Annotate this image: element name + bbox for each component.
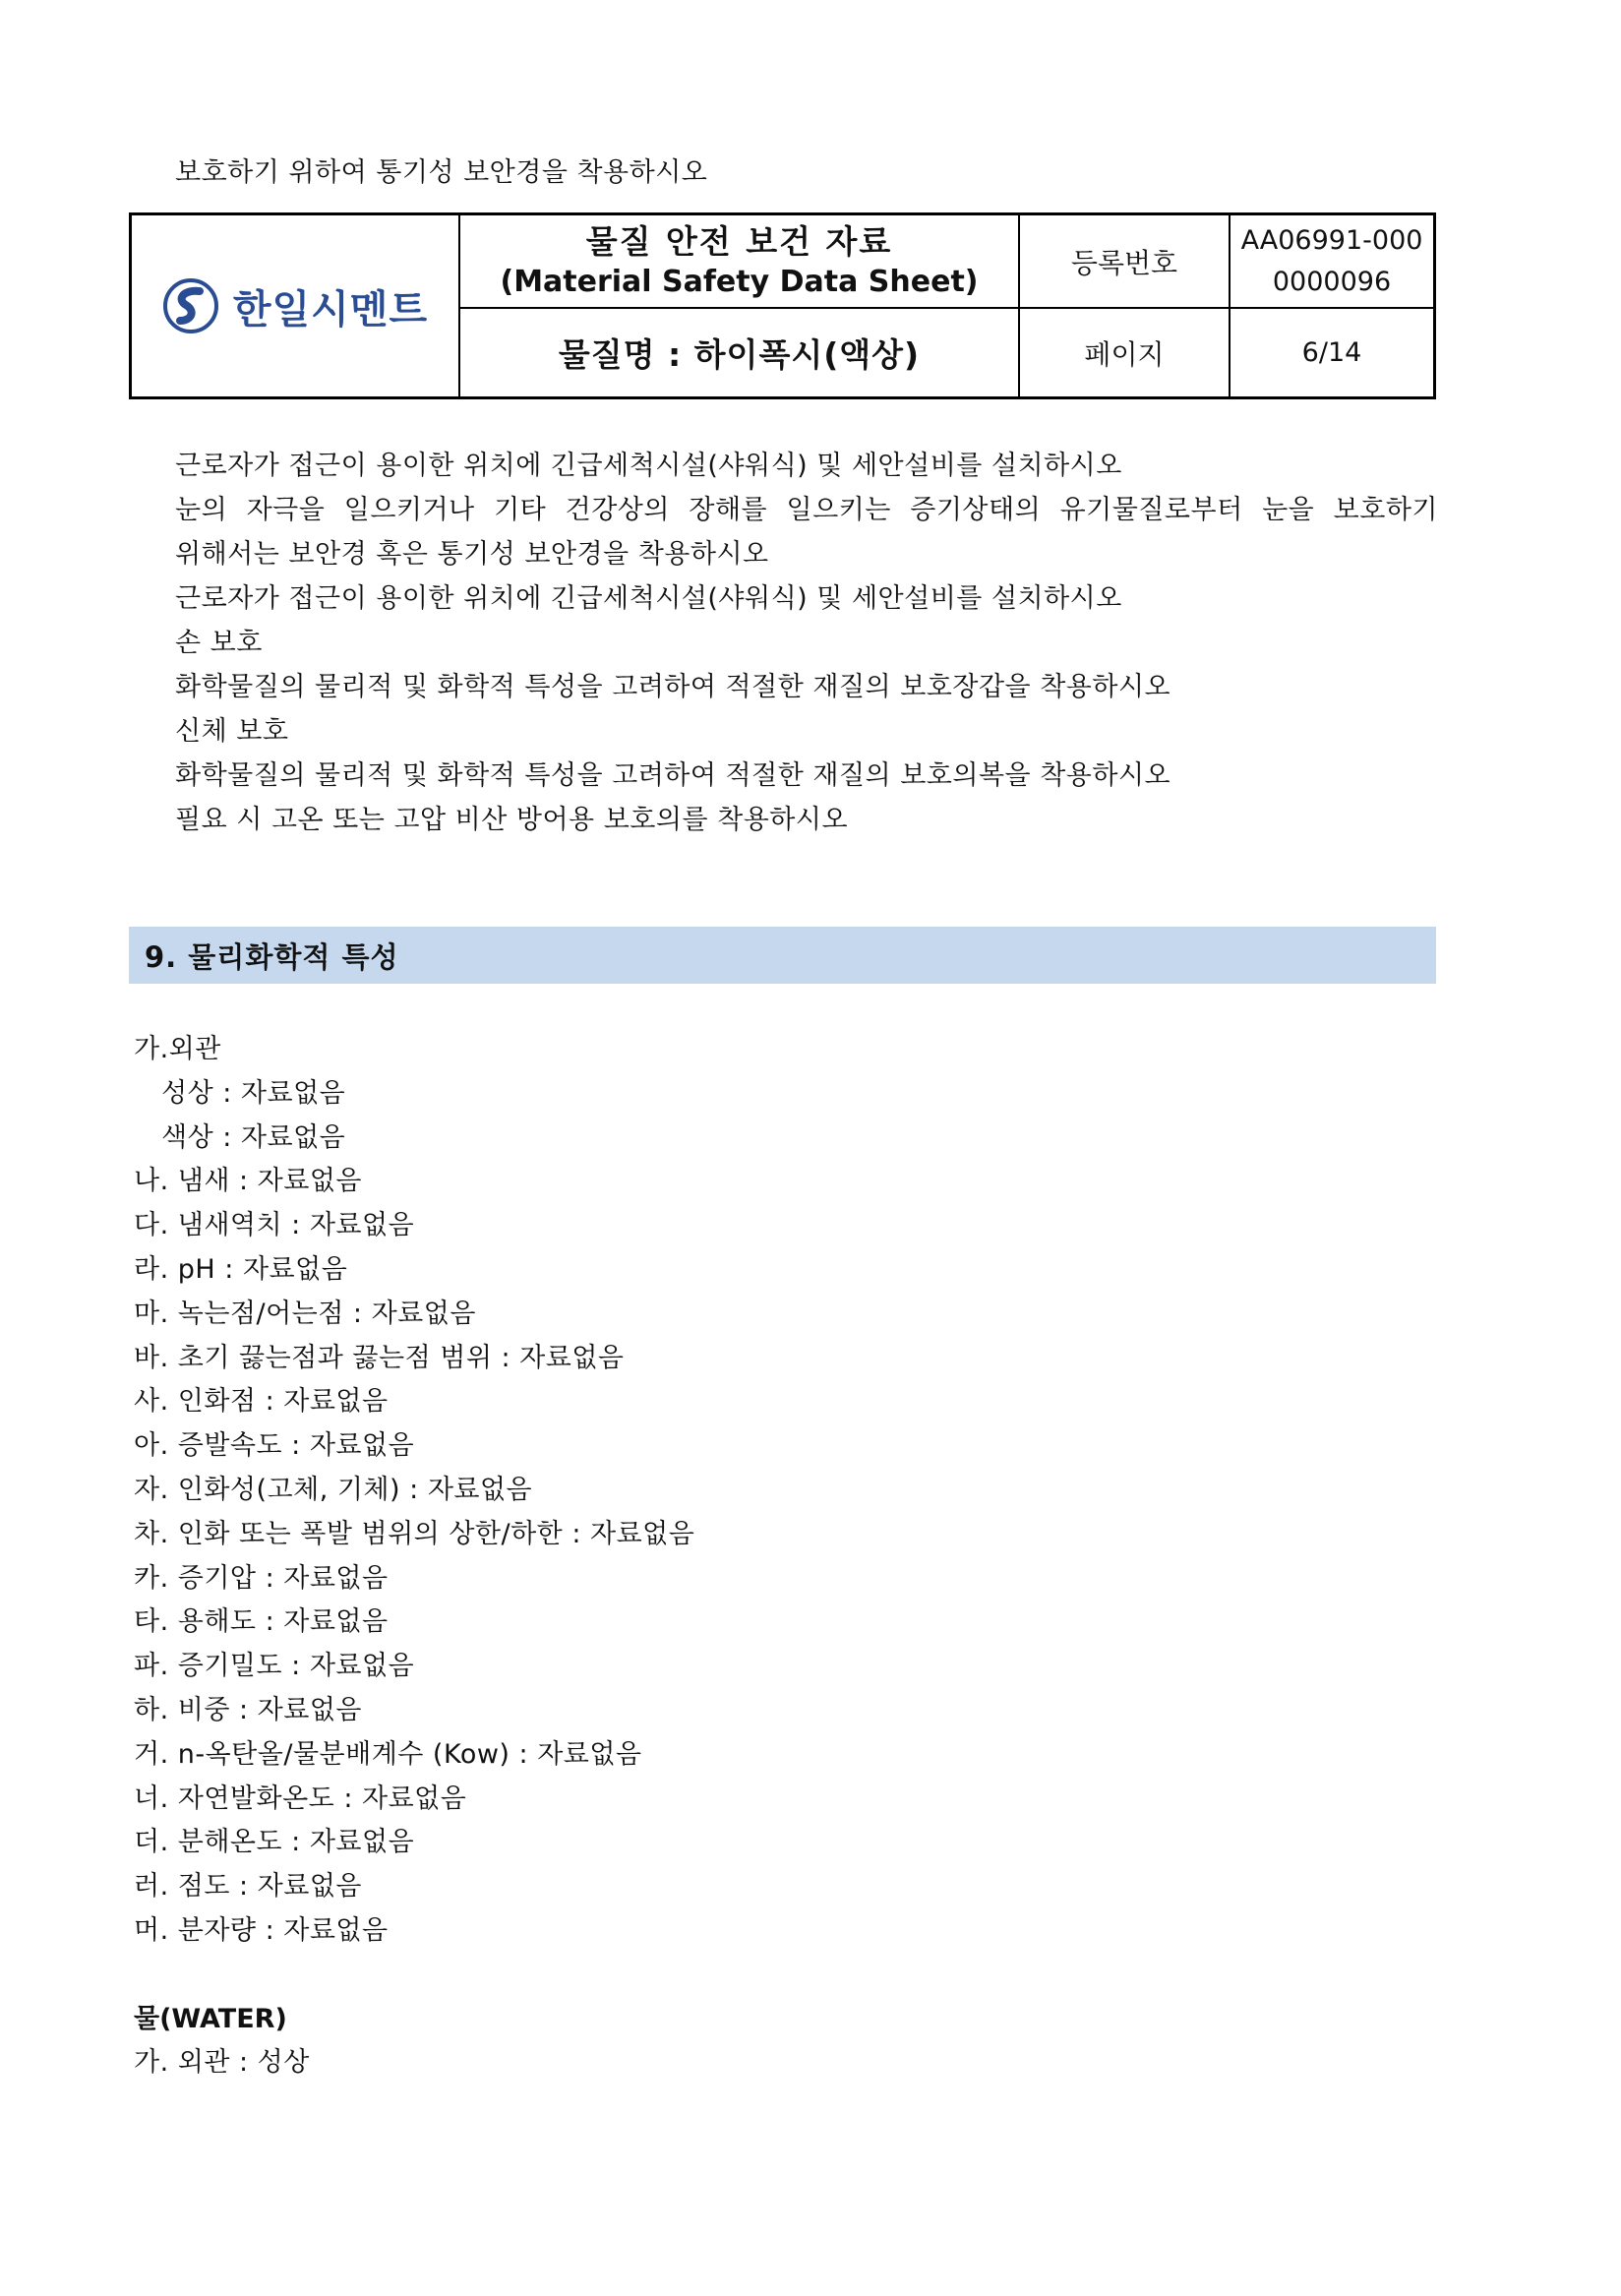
property-item: 카. 증기압 : 자료없음 <box>134 1562 389 1594</box>
property-item: 러. 점도 : 자료없음 <box>134 1871 363 1903</box>
property-item: 마. 녹는점/어는점 : 자료없음 <box>134 1298 476 1329</box>
registration-label: 등록번호 <box>1070 246 1178 279</box>
property-item: 차. 인화 또는 폭발 범위의 상한/하한 : 자료없음 <box>134 1518 695 1549</box>
property-item: 하. 비중 : 자료없음 <box>134 1694 363 1725</box>
property-item: 사. 인화점 : 자료없음 <box>134 1386 389 1418</box>
body-line: 화학물질의 물리적 및 화학적 특성을 고려하여 적절한 재질의 보호장갑을 착용하시오 <box>175 672 1171 702</box>
component-property: 가. 외관 : 성상 <box>134 2047 310 2078</box>
body-word: 일으키거나 <box>343 495 475 525</box>
body-line: 근로자가 접근이 용이한 위치에 긴급세척시설(샤워식) 및 세안설비를 설치하시오 <box>175 583 1122 614</box>
property-item: 바. 초기 끓는점과 끓는점 범위 : 자료없음 <box>134 1342 625 1373</box>
logo-text: 한일시멘트 <box>232 286 429 332</box>
protection-text-block <box>175 444 1444 842</box>
property-item: 머. 분자량 : 자료없음 <box>134 1914 389 1946</box>
title-korean: 물질 안전 보건 자료 <box>585 221 893 261</box>
body-word: 자극을 <box>246 495 326 525</box>
property-item: 라. pH : 자료없음 <box>134 1253 348 1285</box>
registration-number-line1: AA06991-000 <box>1240 224 1423 256</box>
page-label: 페이지 <box>1084 337 1165 371</box>
top-text: 보호하기 위하여 통기성 보안경을 착용하시오 <box>175 157 708 188</box>
body-word: 눈을 <box>1262 495 1315 525</box>
property-item: 아. 증발속도 : 자료없음 <box>134 1430 415 1462</box>
body-word: 유기물질로부터 <box>1059 495 1243 525</box>
property-item: 다. 냄새역치 : 자료없음 <box>134 1210 415 1241</box>
registration-number-line2: 0000096 <box>1272 266 1392 297</box>
document-header-table <box>129 212 1436 399</box>
property-item: 자. 인화성(고체, 기체) : 자료없음 <box>134 1474 533 1505</box>
body-line: 위해서는 보안경 혹은 통기성 보안경을 착용하시오 <box>175 539 769 570</box>
water-component-block <box>134 1998 310 2085</box>
material-name: 물질명 : 하이폭시(액상) <box>558 335 921 374</box>
property-item: 파. 증기밀도 : 자료없음 <box>134 1651 415 1682</box>
property-item: 너. 자연발화온도 : 자료없음 <box>134 1782 467 1814</box>
document-title <box>460 215 1018 307</box>
hanil-cement-logo-icon <box>162 277 219 334</box>
title-english: (Material Safety Data Sheet) <box>500 264 979 299</box>
body-word: 일으키는 <box>786 495 891 525</box>
company-logo <box>132 215 458 396</box>
body-word: 증기상태의 <box>910 495 1042 525</box>
body-line-justified <box>175 488 1438 532</box>
property-item: 성상 : 자료없음 <box>161 1077 346 1109</box>
property-item: 타. 용해도 : 자료없음 <box>134 1606 389 1638</box>
section-heading: 9. 물리화학적 특성 <box>129 927 1436 984</box>
body-line: 신체 보호 <box>175 716 289 747</box>
property-item: 색상 : 자료없음 <box>161 1121 346 1153</box>
property-list <box>134 1028 694 1954</box>
page-number: 6/14 <box>1301 337 1362 368</box>
registration-number <box>1231 215 1433 307</box>
body-line: 화학물질의 물리적 및 화학적 특성을 고려하여 적절한 재질의 보호의복을 착용하시오 <box>175 760 1171 791</box>
property-item: 더. 분해온도 : 자료없음 <box>134 1827 415 1858</box>
body-word: 건강상의 <box>565 495 670 525</box>
property-item: 나. 냄새 : 자료없음 <box>134 1166 363 1197</box>
body-word: 기타 <box>494 495 547 525</box>
body-word: 장해를 <box>689 495 768 525</box>
property-item: 가.외관 <box>134 1034 221 1064</box>
body-word: 눈의 <box>175 495 228 525</box>
body-line: 근로자가 접근이 용이한 위치에 긴급세척시설(샤워식) 및 세안설비를 설치하시오 <box>175 451 1122 481</box>
body-line: 손 보호 <box>175 628 263 658</box>
property-item: 거. n-옥탄올/물분배계수 (Kow) : 자료없음 <box>134 1738 642 1770</box>
body-line: 필요 시 고온 또는 고압 비산 방어용 보호의를 착용하시오 <box>175 805 849 835</box>
body-word: 보호하기 <box>1333 495 1438 525</box>
component-title: 물(WATER) <box>134 2004 287 2034</box>
